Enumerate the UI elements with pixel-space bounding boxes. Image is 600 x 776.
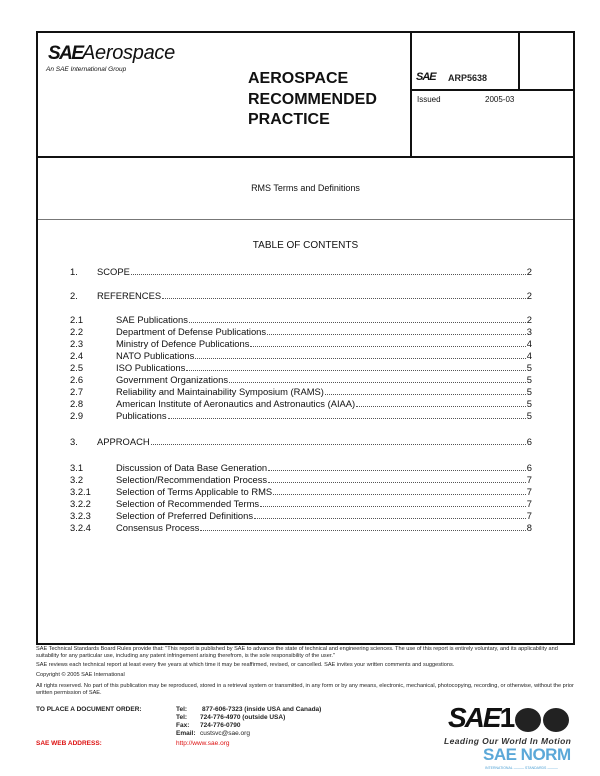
toc-entry-number: 3.2.2 (70, 498, 91, 509)
toc-entry[interactable] (70, 462, 532, 474)
watermark-subtitle: INTERNATIONAL ——— STANDARDS ——— (485, 766, 558, 770)
toc-leader-dots (162, 290, 526, 299)
toc-entry[interactable] (70, 498, 532, 510)
toc-entry-number: 2.9 (70, 410, 84, 421)
divider (410, 89, 573, 91)
toc-leader-dots (131, 266, 526, 275)
toc-entry[interactable] (70, 362, 532, 374)
toc-leader-dots (195, 350, 525, 359)
order-label: TO PLACE A DOCUMENT ORDER: (36, 706, 142, 713)
toc-leader-dots (168, 410, 526, 419)
toc-entry-page: 2 (526, 314, 532, 325)
sae-logo-subtitle: An SAE International Group (46, 66, 127, 73)
toc-entry-page: 6 (526, 436, 532, 447)
divider (410, 33, 412, 156)
toc-entry-number: 3. (70, 436, 78, 447)
contact-value: 724-776-0790 (200, 722, 241, 729)
toc-entry-label: Selection/Recommendation Process (116, 474, 268, 485)
doc-type-line: AEROSPACE (248, 70, 349, 87)
toc-entry-page: 8 (526, 522, 532, 533)
toc-entry[interactable] (70, 350, 532, 362)
toc-entry[interactable] (70, 374, 532, 386)
toc-entry-page: 2 (526, 290, 532, 301)
toc-entry-number: 2.1 (70, 314, 84, 325)
toc-entry-number: 3.2.1 (70, 486, 91, 497)
toc-entry-page: 7 (526, 486, 532, 497)
toc-entry[interactable] (70, 436, 532, 448)
document-title: RMS Terms and Definitions (251, 183, 360, 193)
watermark-logo: SAE NORM (483, 745, 571, 764)
toc-entry-label: Discussion of Data Base Generation (116, 462, 268, 473)
toc-heading: TABLE OF CONTENTS (252, 240, 359, 251)
toc-entry-number: 2. (70, 290, 78, 301)
rules-notice: SAE Technical Standards Board Rules provide that: "This report is published by SAE to advance the state of technical and engineering sciences. The use of this report is entirely voluntary, and its applicability and suitability for any particular use, including any patent infringement arising therefrom, is the sole responsibility of the user." (36, 646, 558, 659)
sae-logo-brand: SAE (48, 43, 83, 64)
tagline: Leading Our World In Motion (444, 736, 572, 746)
toc-entry-label: REFERENCES (97, 290, 162, 301)
toc-entry-page: 2 (526, 266, 532, 277)
toc-entry-label: Selection of Recommended Terms (116, 498, 260, 509)
toc-entry[interactable] (70, 522, 532, 534)
toc-leader-dots (273, 486, 526, 495)
toc-entry-number: 1. (70, 266, 78, 277)
toc-leader-dots (229, 374, 526, 383)
toc-entry-page: 7 (526, 510, 532, 521)
toc-entry-label: ISO Publications (116, 362, 186, 373)
toc-entry-page: 4 (526, 350, 532, 361)
email-link[interactable]: custsvc@sae.org (200, 730, 250, 737)
toc-entry-number: 2.8 (70, 398, 84, 409)
toc-leader-dots (325, 386, 526, 395)
toc-leader-dots (268, 474, 526, 483)
copyright: Copyright © 2005 SAE International (36, 672, 125, 678)
toc-entry-number: 3.2.4 (70, 522, 91, 533)
document-type-title (248, 69, 377, 131)
toc-entry-label: Selection of Preferred Definitions (116, 510, 254, 521)
toc-entry-label: NATO Publications (116, 350, 195, 361)
toc-entry-number: 3.1 (70, 462, 84, 473)
web-address-label: SAE WEB ADDRESS: (36, 740, 102, 747)
toc-entry-page: 6 (526, 462, 532, 473)
toc-entry[interactable] (70, 386, 532, 398)
toc-leader-dots (189, 314, 526, 323)
toc-entry[interactable] (70, 398, 532, 410)
toc-entry-page: 5 (526, 398, 532, 409)
toc-entry[interactable] (70, 474, 532, 486)
divider (518, 33, 520, 90)
document-number: ARP5638 (448, 73, 488, 83)
sae-logo-product: Aerospace (82, 42, 175, 64)
sae-small-logo: SAE (416, 71, 436, 83)
toc-entry[interactable] (70, 410, 532, 422)
contact-value: 877-606-7323 (inside USA and Canada) (202, 706, 322, 713)
toc-entry[interactable] (70, 486, 532, 498)
review-notice: SAE reviews each technical report at least every five years at which time it may be reaffirmed, revised, or cancelled. SAE invites your written comments and suggestions. (36, 662, 455, 668)
toc-leader-dots (356, 398, 526, 407)
toc-entry-page: 7 (526, 498, 532, 509)
issued-date: 2005-03 (485, 95, 515, 104)
toc-entry[interactable] (70, 266, 532, 278)
contact-label: Tel: (176, 706, 188, 713)
toc-entry-page: 3 (526, 326, 532, 337)
toc-entry-label: Ministry of Defence Publications (116, 338, 250, 349)
toc-entry-label: SCOPE (97, 266, 130, 277)
toc-entry-page: 5 (526, 386, 532, 397)
contact-label: Tel: (176, 714, 188, 721)
toc-leader-dots (254, 510, 526, 519)
toc-entry-label: American Institute of Aeronautics and Astronautics (AIAA) (116, 398, 356, 409)
toc-entry-page: 5 (526, 362, 532, 373)
contact-value: 724-776-4970 (outside USA) (200, 714, 286, 721)
issued-label: Issued (417, 95, 441, 104)
toc-leader-dots (200, 522, 525, 531)
toc-leader-dots (268, 462, 526, 471)
toc-entry-number: 3.2 (70, 474, 84, 485)
toc-entry-number: 2.2 (70, 326, 84, 337)
toc-entry[interactable] (70, 510, 532, 522)
toc-entry-label: SAE Publications (116, 314, 188, 325)
toc-entry-page: 5 (526, 374, 532, 385)
toc-entry-label: Department of Defense Publications (116, 326, 267, 337)
toc-entry-label: Government Organizations (116, 374, 229, 385)
contact-label: Email: (176, 730, 196, 737)
toc-entry-page: 4 (526, 338, 532, 349)
toc-entry-page: 5 (526, 410, 532, 421)
sae100-logo: SAE1 (448, 702, 573, 734)
contact-label: Fax: (176, 722, 190, 729)
sae100-zeros-icon (513, 708, 573, 732)
toc-entry-number: 2.6 (70, 374, 84, 385)
toc-entry[interactable] (70, 314, 532, 326)
toc-entry-number: 2.7 (70, 386, 84, 397)
toc-entry[interactable] (70, 290, 532, 302)
toc-entry-label: Reliability and Maintainability Symposium (RAMS) (116, 386, 324, 397)
toc-leader-dots (151, 436, 526, 445)
toc-entry[interactable] (70, 326, 532, 338)
toc-leader-dots (250, 338, 525, 347)
toc-leader-dots (267, 326, 526, 335)
rights-notice: All rights reserved. No part of this publication may be reproduced, stored in a retrieval system or transmitted, in any form or by any means, electronic, mechanical, photocopying, recording, or otherwise, without the prior written permission of SAE. (36, 683, 574, 696)
sae100-text: SAE (448, 702, 500, 733)
divider (38, 219, 573, 220)
toc-entry-label: APPROACH (97, 436, 150, 447)
toc-entry-number: 2.5 (70, 362, 84, 373)
toc-leader-dots (186, 362, 525, 371)
toc-entry[interactable] (70, 338, 532, 350)
document-header-box (36, 31, 575, 645)
doc-type-line: PRACTICE (248, 111, 330, 128)
divider (38, 156, 573, 158)
web-address-link[interactable]: http://www.sae.org (176, 740, 230, 747)
toc-entry-label: Publications (116, 410, 167, 421)
toc-entry-label: Consensus Process (116, 522, 200, 533)
toc-entry-page: 7 (526, 474, 532, 485)
toc-entry-number: 2.4 (70, 350, 84, 361)
doc-type-line: RECOMMENDED (248, 90, 377, 108)
toc-entry-number: 3.2.3 (70, 510, 91, 521)
toc-leader-dots (260, 498, 526, 507)
toc-entry-number: 2.3 (70, 338, 84, 349)
toc-entry-label: Selection of Terms Applicable to RMS (116, 486, 273, 497)
